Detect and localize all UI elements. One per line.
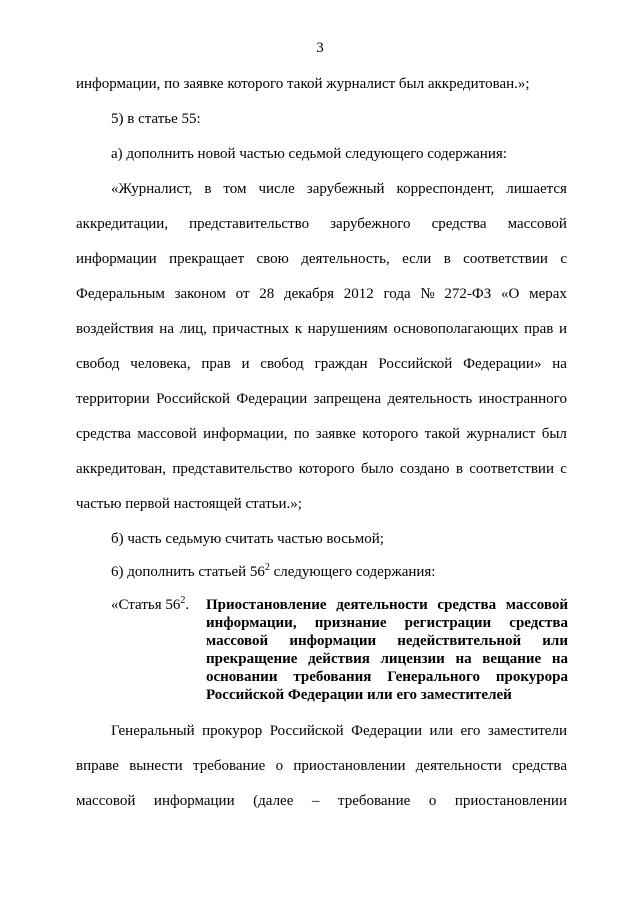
word: лиц, <box>179 321 207 337</box>
word: вынести <box>129 758 183 774</box>
word: лишается <box>506 181 567 197</box>
article-title-line <box>206 614 568 632</box>
word: лицензии <box>380 651 445 667</box>
word: представительство <box>189 216 310 232</box>
word: регистрации <box>404 615 492 631</box>
page-number: 3 <box>316 40 324 56</box>
word: или <box>542 633 568 649</box>
word: заместители <box>487 723 567 739</box>
word: требования <box>293 669 372 685</box>
word: журналист <box>466 426 536 442</box>
quote-line <box>76 355 567 373</box>
article-label-dot: . <box>185 597 190 613</box>
word: основополагающих <box>393 321 519 337</box>
word: на <box>552 356 567 372</box>
word: Федерации <box>236 391 308 407</box>
word: средства <box>431 216 487 232</box>
word: средства <box>437 597 497 613</box>
word: действия <box>308 651 370 667</box>
word: года <box>383 286 411 302</box>
word: аккредитации, <box>76 216 169 232</box>
article-title-line <box>206 632 568 650</box>
word: вещание <box>482 651 542 667</box>
word: в <box>443 251 451 267</box>
word: которого <box>362 426 419 442</box>
quote-line <box>76 285 567 303</box>
body-line <box>76 757 567 775</box>
word: если <box>402 251 432 267</box>
word: соответствии <box>463 251 548 267</box>
word: массовой <box>76 793 136 809</box>
word: 28 <box>259 286 275 302</box>
word: «Журналист, <box>111 181 193 197</box>
word: Российской <box>378 356 453 372</box>
word: с <box>560 251 567 267</box>
word: Приостановление <box>206 597 327 613</box>
word: Генерального <box>387 669 480 685</box>
word: свою <box>256 251 289 267</box>
word: было <box>360 461 394 477</box>
quote-line <box>76 390 567 408</box>
word: информации, <box>203 426 288 442</box>
article-label <box>111 596 189 614</box>
word: территории <box>76 391 150 407</box>
word: такой <box>424 426 461 442</box>
list-item-5: 5) в статье 55: <box>111 111 201 127</box>
word: законом <box>174 286 226 302</box>
word: прав <box>524 321 554 337</box>
word: и <box>241 356 250 372</box>
word: массовой <box>507 216 567 232</box>
word: Федерации» <box>463 356 542 372</box>
word: требование <box>337 793 411 809</box>
word: с <box>560 461 567 477</box>
quote-line <box>76 215 567 233</box>
word: Федеральным <box>76 286 165 302</box>
quote-line <box>76 320 567 338</box>
word: – <box>311 793 320 809</box>
word: свобод <box>260 356 304 372</box>
word: недействительной <box>397 633 522 649</box>
list-item-6-text: 6) дополнить статьей 56 <box>111 564 265 580</box>
superscript: 2 <box>180 595 186 606</box>
word: приостановлении <box>293 758 406 774</box>
word: «О <box>501 286 520 302</box>
word: по <box>293 426 310 442</box>
word: требование <box>192 758 266 774</box>
article-title-line <box>206 596 568 614</box>
word: причастных <box>212 321 290 337</box>
word: массовой <box>505 597 568 613</box>
word: прекращает <box>169 251 245 267</box>
word: к <box>294 321 302 337</box>
word: признание <box>314 615 387 631</box>
word: прекращение <box>206 651 298 667</box>
word: средства <box>76 426 132 442</box>
word: вправе <box>76 758 119 774</box>
word: прав <box>201 356 231 372</box>
word: основании <box>206 669 278 685</box>
word: на <box>551 651 568 667</box>
word: от <box>235 286 250 302</box>
article-title-line <box>206 650 568 668</box>
word: (далее <box>253 793 294 809</box>
word: прокурор <box>202 723 263 739</box>
word: запрещена <box>313 391 382 407</box>
word: массовой <box>206 633 269 649</box>
word: том <box>223 181 247 197</box>
word: деятельности <box>415 758 502 774</box>
word: деятельность <box>387 391 473 407</box>
word: приостановлении <box>454 793 567 809</box>
word: иностранного <box>478 391 567 407</box>
word: создано <box>399 461 450 477</box>
word: 2012 <box>343 286 374 302</box>
list-item-6 <box>111 563 435 581</box>
text-line: информации, по заявке которого такой журналист был аккредитован.»; <box>76 76 530 92</box>
article-title-line-last: Российской Федерации или его заместителей <box>206 687 512 703</box>
word: аккредитован, <box>76 461 167 477</box>
word: которого <box>298 461 355 477</box>
word: № <box>420 286 435 302</box>
word: человека, <box>130 356 191 372</box>
word: числе <box>258 181 295 197</box>
list-item-b: б) часть седьмую считать частью восьмой; <box>111 531 384 547</box>
word: о <box>275 758 284 774</box>
list-item-a: а) дополнить новой частью седьмой следующего содержания: <box>111 146 507 162</box>
word: 272-ФЗ <box>444 286 492 302</box>
quote-line <box>76 425 567 443</box>
word: информации <box>289 633 377 649</box>
article-label-text: «Статья 56 <box>111 597 181 613</box>
word: на <box>455 651 472 667</box>
word: деятельности <box>336 597 428 613</box>
word: граждан <box>314 356 368 372</box>
word: средства <box>509 615 568 631</box>
quote-line <box>76 460 567 478</box>
quote-line <box>76 250 567 268</box>
word: соответствии <box>469 461 554 477</box>
word: прокурора <box>495 669 568 685</box>
list-item-6-text-end: следующего содержания: <box>269 564 436 580</box>
word: на <box>159 321 174 337</box>
word: заявке <box>315 426 356 442</box>
word: средства <box>511 758 567 774</box>
quote-line <box>111 180 567 198</box>
word: воздействия <box>76 321 154 337</box>
word: Федерации <box>351 723 422 739</box>
body-line <box>76 792 567 810</box>
word: декабря <box>283 286 335 302</box>
word: нарушениям <box>307 321 388 337</box>
word: и <box>558 321 567 337</box>
word: представительство <box>172 461 293 477</box>
word: Российской <box>156 391 230 407</box>
body-line <box>111 722 567 740</box>
word: корреспондент, <box>396 181 495 197</box>
word: зарубежного <box>330 216 411 232</box>
word: зарубежный <box>306 181 385 197</box>
word: информации, <box>206 615 297 631</box>
word: свобод <box>76 356 120 372</box>
word: информации <box>153 793 235 809</box>
superscript: 2 <box>264 562 270 573</box>
word: мерах <box>529 286 567 302</box>
word: в <box>455 461 463 477</box>
word: его <box>460 723 481 739</box>
word: деятельность, <box>301 251 390 267</box>
word: Российской <box>269 723 344 739</box>
word: в <box>204 181 212 197</box>
word: информации <box>76 251 157 267</box>
article-title-line <box>206 668 568 686</box>
word: массовой <box>137 426 197 442</box>
word: Генеральный <box>111 723 195 739</box>
word: или <box>429 723 453 739</box>
quote-line-end: частью первой настоящей статьи.»; <box>76 496 302 512</box>
word: был <box>541 426 567 442</box>
word: о <box>428 793 437 809</box>
